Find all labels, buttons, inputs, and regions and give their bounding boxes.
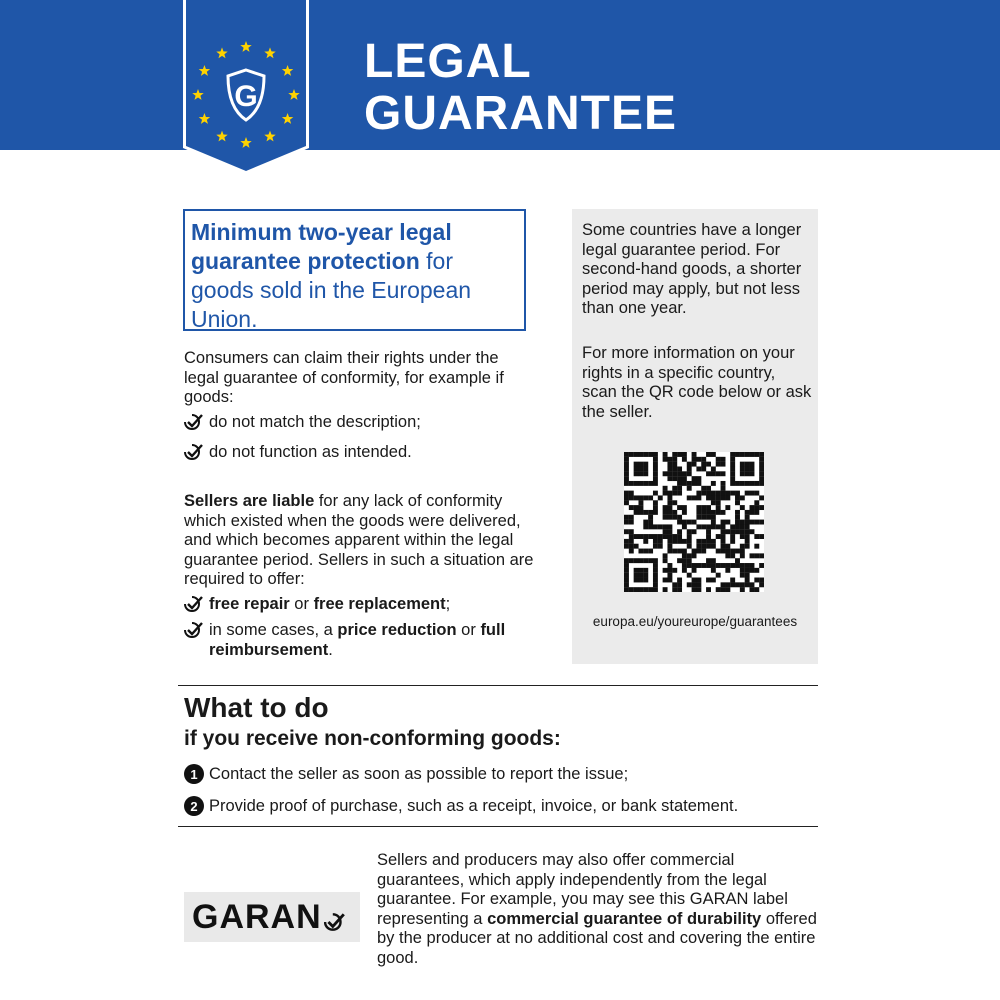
highlight-rest: for goods sold in the European Union. xyxy=(191,248,472,332)
bullet-text xyxy=(209,595,450,615)
sellers-bold: Sellers are liable xyxy=(184,492,315,510)
sellers-paragraph xyxy=(184,492,534,590)
bullet-punct: ; xyxy=(445,595,451,613)
divider xyxy=(178,685,818,686)
bullet-lead: in some cases, a xyxy=(209,621,338,639)
check-badge-icon xyxy=(184,444,204,462)
bullet-item xyxy=(184,413,534,433)
check-badge-icon xyxy=(184,622,204,640)
free-repair: free repair xyxy=(209,595,290,613)
step-item xyxy=(184,764,628,784)
bullet-punct: . xyxy=(328,640,333,659)
bullet-item xyxy=(184,595,534,615)
step-number-2-icon: 2 xyxy=(184,796,204,816)
title-line-2: GUARANTEE xyxy=(364,87,678,140)
check-badge-icon xyxy=(324,911,346,933)
bullet-item xyxy=(184,443,534,463)
garan-label xyxy=(184,892,360,942)
bullet-connector: or xyxy=(289,595,314,613)
bullet-text: do not function as intended. xyxy=(209,443,412,461)
info-url-link[interactable]: europa.eu/youreurope/guarantees xyxy=(592,614,798,629)
bullet-text xyxy=(209,621,534,660)
title-line-1: LEGAL xyxy=(364,35,532,88)
highlight-bold: Minimum two-year legal guarantee protection xyxy=(191,219,452,274)
bullet-text: do not match the description; xyxy=(209,413,421,431)
step-item xyxy=(184,796,738,816)
commercial-paragraph xyxy=(377,851,822,968)
full-reimbursement: full reimbursement xyxy=(209,621,506,659)
intro-text: Consumers can claim their rights under the legal guarantee of conformity, for example if goods: xyxy=(184,349,504,406)
sidebar-paragraph-2: For more information on your rights in a specific country, scan the QR code below or ask the seller. xyxy=(582,344,812,421)
step-text: Provide proof of purchase, such as a receipt, invoice, or bank statement. xyxy=(209,796,739,815)
check-badge-icon xyxy=(184,414,204,432)
check-badge-icon xyxy=(184,596,204,614)
sellers-text: for any lack of conformity which existed when the goods were delivered, and which becomes apparent within the legal guarantee period. Sellers in such a situation are required to offer: xyxy=(184,492,534,588)
bullet-item xyxy=(184,621,534,660)
eu-guarantee-shield-logo xyxy=(183,0,309,175)
logo-letter: G xyxy=(234,80,258,113)
section-heading: What to do xyxy=(184,692,329,723)
commercial-text-1: Sellers and producers may also offer commercial guarantees, which apply independently from the legal guarantee. For example, you may see this GARAN label representing a xyxy=(377,851,788,928)
garan-label-text: GARAN xyxy=(192,897,322,936)
price-reduction: price reduction xyxy=(337,621,457,639)
commercial-text-2: offered by the producer at no additional cost and covering the entire good. xyxy=(377,909,817,967)
divider xyxy=(178,826,818,827)
qr-code[interactable] xyxy=(624,452,764,592)
sidebar-paragraph-1: Some countries have a longer legal guarantee period. For second-hand goods, a shorter period may apply, but not less than one year. xyxy=(582,221,802,317)
free-replacement: free replacement xyxy=(313,595,446,613)
commercial-bold: commercial guarantee of durability xyxy=(487,909,762,928)
highlight-box xyxy=(183,209,526,331)
section-subheading: if you receive non-conforming goods: xyxy=(184,727,561,750)
step-number-1-icon: 1 xyxy=(184,764,204,784)
step-text: Contact the seller as soon as possible to report the issue; xyxy=(209,764,629,783)
bullet-connector: or xyxy=(456,621,481,639)
page-title xyxy=(364,36,677,140)
